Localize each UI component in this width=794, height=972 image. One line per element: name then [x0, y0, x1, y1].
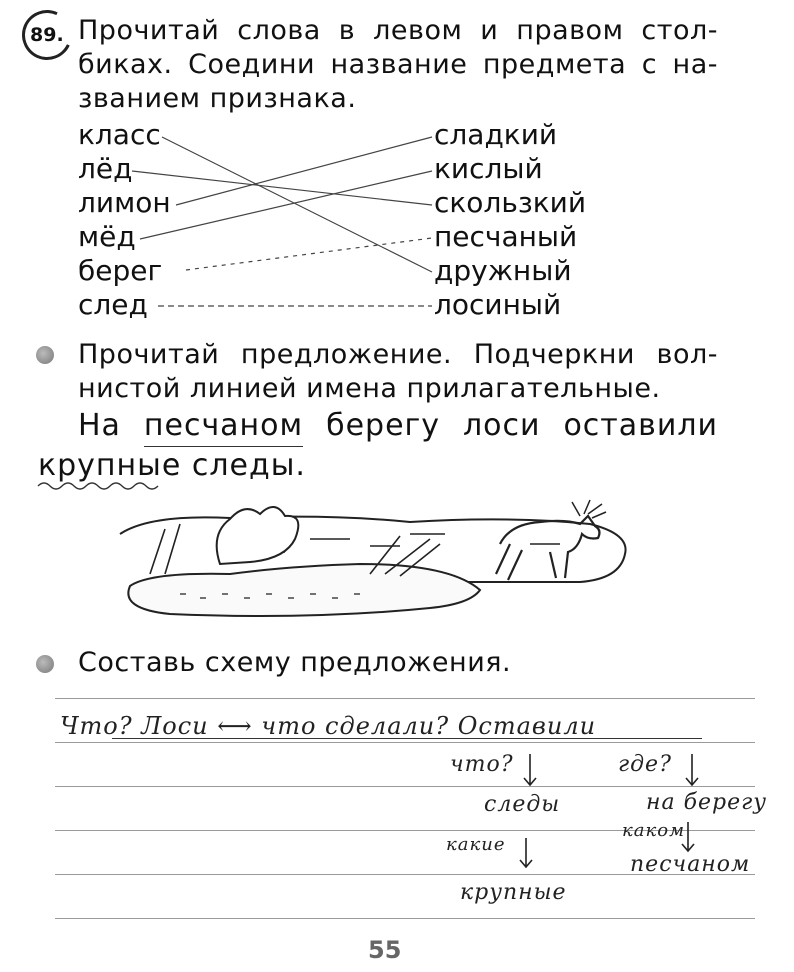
task2-instruction-line-2: нистой линией имена прилагательные. [78, 373, 661, 404]
handwritten-question: какие [446, 834, 506, 855]
handwritten-answer: крупные [460, 880, 567, 905]
right-word: лосиный [434, 288, 562, 321]
right-word: песчаный [434, 220, 578, 253]
right-word: сладкий [434, 118, 558, 151]
handwritten-question: где? [618, 752, 672, 777]
writing-guide-line [55, 918, 755, 919]
page-number: 55 [368, 936, 402, 964]
sentence-line-1 [78, 406, 718, 447]
right-word: дружный [434, 254, 572, 287]
handwritten-answer: на берегу [646, 790, 768, 815]
bullet-icon [36, 655, 54, 673]
task-number-badge: 89. [15, 3, 79, 67]
handwritten-answer: песчаном [630, 852, 751, 877]
instruction-line-1: Прочитай слова в левом и правом стол- [78, 15, 718, 46]
writing-guide-line [55, 786, 755, 787]
left-word: лёд [78, 152, 133, 185]
handwritten-question: каком [622, 820, 685, 841]
handwritten-underline [112, 738, 702, 739]
handwritten-question: что? [450, 752, 514, 777]
writing-guide-line [55, 742, 755, 743]
down-arrow-icon [520, 752, 540, 788]
connection-line [162, 137, 432, 272]
instruction-line-3: званием признака. [78, 83, 357, 114]
connection-line [140, 171, 432, 239]
bullet-icon [36, 346, 54, 364]
sentence-word-underlined: крупные [38, 448, 182, 483]
left-word: берег [78, 254, 163, 287]
sentence-word: оставили [563, 408, 718, 443]
task3-instruction: Составь схему предложения. [78, 647, 512, 678]
down-arrow-icon [682, 752, 702, 788]
handwritten-scheme-line: Что? Лоси ⟷ что сделали? Оставили [60, 712, 597, 740]
handwritten-answer: следы [484, 792, 561, 817]
sentence-word: На [78, 408, 121, 443]
left-word: класс [78, 118, 161, 151]
right-word: кислый [434, 152, 543, 185]
moose-shore-illustration [110, 494, 640, 628]
left-word: мёд [78, 220, 136, 253]
down-arrow-icon [516, 836, 536, 870]
sentence-word: следы. [191, 448, 306, 483]
down-arrow-icon [678, 820, 698, 854]
left-word: лимон [78, 186, 171, 219]
task2-instruction-line-1: Прочитай предложение. Подчеркни вол- [78, 339, 718, 370]
sentence-word: берегу [326, 408, 441, 443]
writing-guide-line [55, 698, 755, 699]
left-word: след [78, 288, 148, 321]
right-word: скользкий [434, 186, 587, 219]
wavy-underline [36, 480, 166, 492]
connection-lines [0, 0, 794, 340]
instruction-line-2: биках. Соедини название предмета с на- [78, 49, 718, 80]
sentence-word-underlined: песчаном [144, 406, 303, 447]
connection-line [132, 171, 432, 205]
sentence-word: лоси [462, 408, 541, 443]
connection-line [176, 137, 432, 205]
